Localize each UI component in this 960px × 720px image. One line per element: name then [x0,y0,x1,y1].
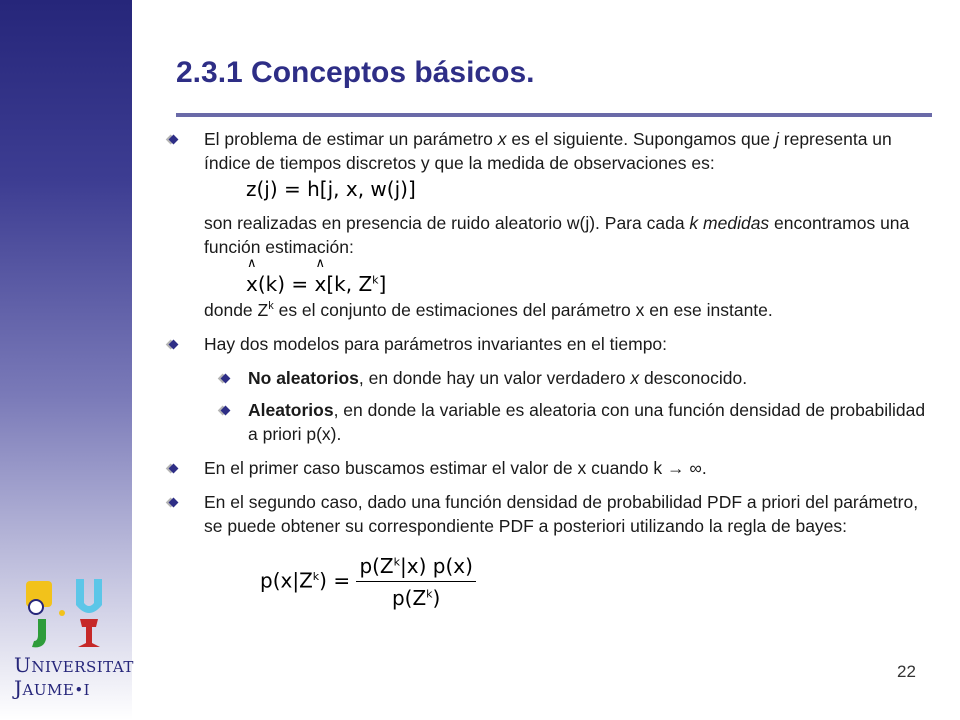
university-logo [14,573,124,651]
bayes-denominator: $p(Z^k)$ [391,586,441,610]
bayes-numerator: $p(Z^k|x)$ p(x) [356,554,475,582]
sidebar-band [0,0,132,720]
bullet-icon [169,135,179,145]
university-name-line2: JAUME•I [14,676,91,700]
formula-observation: z(j) = h[j, x, w(j)] [246,177,416,201]
logo-red-i-shape [78,619,100,647]
bayes-fraction [356,554,475,610]
formula-estimation: ∧ x(k) = ∧ x[k, $Z^k$] [246,272,938,296]
title-underline [176,113,932,117]
bullet-icon [221,406,231,416]
sub-bullet-random: Aleatorios, en donde la variable es aleatoria con una función densidad de probabilidad a priori p(x). [168,398,938,446]
bullet-icon [169,464,179,474]
logo-cyan-u-shape [76,579,102,613]
bullet-item-models: Hay dos modelos para parámetros invariantes en el tiempo: [168,332,938,356]
x-hat-symbol: ∧ x [246,272,258,296]
logo-green-j-shape [32,619,46,647]
x-hat-symbol: ∧ x [315,272,327,296]
univ-initial: U [14,653,32,677]
bullet-item-second-case: En el segundo caso, dado una función densidad de probabilidad PDF a priori del parámetro, se puede obtener su correspondiente PDF a posteriori utilizando la regla de bayes: [168,490,938,538]
logo-eye-shape [29,600,43,614]
page-number: 22 [897,662,916,681]
university-name-line1: UNIVERSITAT [14,653,134,677]
paragraph-noise: son realizadas en presencia de ruido aleatorio w(j). Para cada k medidas encontramos una función estimación: [204,213,910,257]
bullet-icon [169,498,179,508]
university-name [14,655,134,701]
bullet-item-problem: El problema de estimar un parámetro x es el siguiente. Supongamos que j representa un índice de tiempos discretos y que la medida de observaciones es: z(j) = h[j, x, w(j)] son realizadas en presencia de ruido aleatorio w(j). Para cada k medidas encontramos una función estimación: ∧ x(k) = ∧ x[k, $Z^k$] donde $Z^k$ es el conjunto de estimaciones del parámetro x en ese instante. [168,127,938,322]
sub-bullet-non-random: No aleatorios, en donde hay un valor verdadero x desconocido. [168,366,938,390]
bullet-item-first-case: En el primer caso buscamos estimar el valor de x cuando k → ∞. [168,456,938,480]
bullet-icon [221,374,231,384]
paragraph-zk: donde $Z^k$ es el conjunto de estimaciones del parámetro x en ese instante. [204,300,773,320]
formula-bayes: $p(x|Z^k)$ = $\frac{p(Z^k|x) p(x)}{p(Z^k)}$ [260,554,938,610]
slide-title: 2.3.1 Conceptos básicos. [176,56,535,89]
logo-dot-shape [59,610,65,616]
bullet-icon [169,340,179,350]
jaume-initial: J [14,676,23,700]
slide-content [168,127,938,610]
